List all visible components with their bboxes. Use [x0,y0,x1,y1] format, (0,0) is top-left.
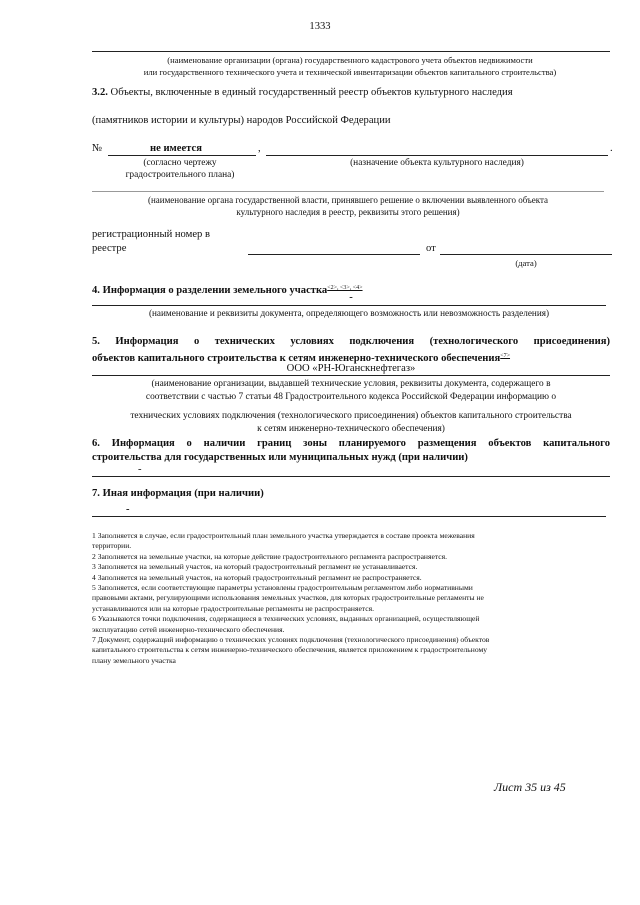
from-label: от [426,243,436,254]
footnotes [92,531,612,666]
footnote: 1 Заполняется в случае, если градостроительный план земельного участка утверждается в составе проекта межевания [92,531,475,540]
section-5-note-line1: (наименование организации, выдавшей технические условия, реквизиты документа, содержащего в [151,379,551,389]
footnote: плану земельного участка [92,655,176,665]
footnote: 3 Заполняется на земельный участок, на который градостроительный регламент не устанавливается. [92,562,418,572]
num-value: не имеется [150,143,202,154]
kadastr-note-line1: (наименование организации (органа) государственного кадастрового учета объектов недвижимости [167,55,533,65]
date-line [440,254,612,255]
kadastr-note-line2: или государственного технического учета и технической инвентаризации объектов капитального строительства) [143,67,557,77]
section-5-title-line1: 5. Информация о технических условиях подключения (технологического присоединения) [92,336,610,347]
section-5-line [92,375,610,376]
num-comma: , [258,143,261,154]
section-4-value: - [349,292,353,303]
section-6-title [92,437,610,465]
section-5-org: ООО «РН-Юганскнефтегаз» [286,363,416,374]
reg-label-line1: регистрационный номер в [92,229,211,240]
section-5-note [86,378,616,436]
page-number: 1333 [309,21,331,32]
purpose-field-line [266,155,608,156]
footnote: правовыми актами, регулирующими использования земельных участков, для которых градостроительные регламенты не [92,593,484,603]
footnote: 7 Документ, содержащий информацию о технических условиях подключения (технологического присоединения) объектов [92,635,490,645]
purpose-period: . [610,143,613,154]
reg-label-line2: реестре [92,243,127,254]
section-5-note-line2: соответствии с частью 7 статьи 48 Градостроительного кодекса Российской Федерации информацию о [145,392,557,402]
authority-note-line1: (наименование органа государственной власти, принявшего решение о включении выявленного объекта [147,195,549,205]
authority-line [92,191,604,192]
footnote: эксплуатацию сетей инженерно-технического обеспечения. [92,624,285,634]
sheet-number: Лист 35 из 45 [494,780,566,794]
section-6-title-line1: 6. Информация о наличии границ зоны планируемого размещения объектов капитального [92,438,610,449]
authority-note [92,194,604,218]
footnote: 2 Заполняется на земельные участки, на которые действие градостроительного регламента распространяется. [92,551,448,561]
section-5-ref: <7> [500,353,511,359]
section-5-note-line4: к сетям инженерно-технического обеспечения) [257,424,445,434]
footnote: 6 Указываются точки подключения, содержащиеся в технических условиях, выданных организацией, осуществляющей [92,614,480,624]
purpose-note: (назначение объекта культурного наследия) [350,158,524,168]
plan-note-line2: градостроительного плана) [125,170,235,180]
section-4-title-text: 4. Информация о разделении земельного участка [92,285,328,296]
section-4-refs: <2>, <3>, <4> [327,285,363,291]
num-sign: № [92,143,103,154]
reg-number-line [248,254,420,255]
section-3-2-title-line2: (памятников истории и культуры) народов Российской Федерации [92,115,391,126]
section-3-2-number: 3.2. [92,87,108,98]
section-6-value: - [138,464,142,475]
section-5-title-line2: объектов капитального строительства к сетям инженерно-технического обеспечения [92,353,501,364]
section-5-note-line3: технических условиях подключения (технологического присоединения) объектов капитального строительства [130,411,572,421]
footnote: территории. [92,541,132,551]
authority-note-line2: культурного наследия в реестр, реквизиты этого решения) [236,207,460,217]
plan-note-line1: (согласно чертежу [143,158,217,168]
kadastr-line [92,51,610,52]
footnote: устанавливаются или на которые градостроительные регламенты не распространяется. [92,603,374,613]
section-6-title-line2: строительства для государственных или муниципальных нужд (при наличии) [92,452,468,463]
footnote: 4 Заполняется на земельный участок, на который градостроительный регламент не распространяется. [92,572,422,582]
reg-label [92,228,210,256]
section-7-value: - [126,504,130,515]
section-7-line [92,516,606,517]
section-3-2-title-line1: Объекты, включенные в единый государственный реестр объектов культурного наследия [110,87,513,98]
section-4-note: (наименование и реквизиты документа, определяющего возможность или невозможность разделения) [148,308,550,318]
section-7-title: 7. Иная информация (при наличии) [92,488,264,499]
plan-note [100,157,260,181]
date-note: (дата) [515,258,537,268]
footnote: капитального строительства к сетям инженерно-технического обеспечения, является приложением к градостроительному [92,645,488,655]
section-4-line [92,305,606,306]
section-6-line [92,476,610,477]
footnote: 5 Заполняется, если соответствующие параметры установлены градостроительным регламентом либо нормативными [92,583,473,593]
section-3-2-title [92,86,612,100]
kadastr-note [80,54,620,78]
